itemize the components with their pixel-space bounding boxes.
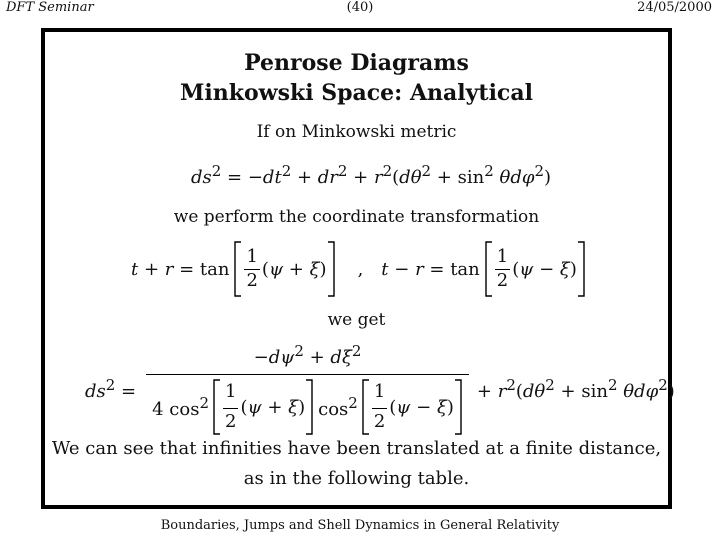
slide-title-line1: Penrose Diagrams [244,50,469,76]
coordinate-transformation-equation: t + r = tan $\frac{1}{2}$ (ψ + ξ) , t − r = tan $\frac{1}{2}$ (ψ − ξ) [131,241,586,297]
conclusion-line2: as in the following table. [243,468,470,489]
we-get-text: we get [327,310,386,330]
minkowski-metric-equation: $ds^2 = -dt^2 + dr^2 + r^2(d\theta^2 + \sin^2 \theta d\varphi^2)$ [191,162,552,188]
slide-frame [41,28,675,509]
footer-title: Boundaries, Jumps and Shell Dynamics in General Relativity [160,518,560,533]
transform-text: we perform the coordinate transformation [173,207,540,227]
header-left: DFT Seminar [6,0,94,15]
slide-title-line2: Minkowski Space: Analytical [180,80,533,106]
conclusion-line1: We can see that infinities have been translated at a finite distance, [51,438,662,459]
page-number: (40) [346,0,374,15]
intro-text: If on Minkowski metric [256,122,457,142]
transformed-metric-equation: $ds^2$ = $-d\psi^2 + d\xi^2$ 4 $\cos^2$ $\frac{1}{2}$ (ψ + ξ) $\cos^2$ $\frac{1}{2}$ (ψ − ξ) + $r^2(d\theta^2 + \sin^2 \theta d\varphi^2)$ [85,342,675,435]
header-date: 24/05/2000 [637,0,712,15]
